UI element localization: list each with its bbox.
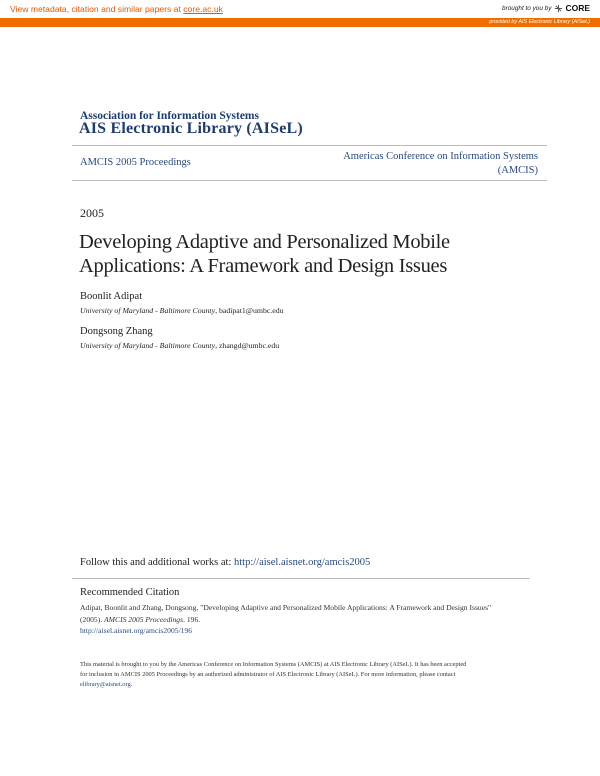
author-affiliation [80, 306, 284, 315]
core-metadata-link[interactable] [10, 4, 223, 14]
brought-to-you-by[interactable] [502, 3, 590, 13]
brought-text: brought to you by [502, 4, 552, 12]
core-logo[interactable] [554, 3, 590, 13]
citation-text [80, 602, 535, 637]
citation-proceedings: AMCIS 2005 Proceedings [104, 614, 184, 624]
notice-suffix: . [130, 681, 133, 688]
library-name[interactable]: AIS Electronic Library (AISeL) [79, 120, 303, 137]
notice-line: This material is brought to you by the Americas Conference on Information Systems (AMCIS) at AIS Electronic Library (AISeL). It has been accepted [80, 661, 467, 668]
affiliation-name: University of Maryland - Baltimore County [80, 306, 216, 315]
publication-year: 2005 [80, 206, 104, 220]
citation-year: (2005). [80, 614, 105, 624]
association-name[interactable]: Association for Information Systems [80, 110, 259, 122]
notice-line [80, 680, 540, 690]
citation-line: Adipat, Boonlit and Zhang, Dongsong, "Developing Adaptive and Personalized Mobile Applications: A Framework and Design Issues" [80, 603, 492, 612]
author-email: , badipat1@umbc.edu [215, 306, 284, 315]
notice-line: for inclusion in AMCIS 2005 Proceedings by an authorized administrator of AIS Electronic Library (AISeL). For more information, please contact [80, 671, 456, 678]
recommended-citation-heading: Recommended Citation [80, 587, 180, 598]
core-banner [0, 0, 600, 28]
core-link-domain[interactable]: core.ac.uk [183, 4, 223, 14]
conference-link[interactable]: Americas Conference on Information Systems (AMCIS) [343, 151, 538, 176]
contact-email-link[interactable]: elibrary@aisnet.org [80, 681, 131, 688]
core-logo-icon [554, 4, 563, 13]
follow-works [80, 557, 370, 568]
citation-number: . 196. [183, 614, 201, 624]
follow-link[interactable]: http://aisel.aisnet.org/amcis2005 [234, 557, 371, 568]
author-name: Boonlit Adipat [80, 291, 143, 302]
provided-by-text[interactable]: provided by AIS Electronic Library (AISeL) [489, 19, 590, 25]
follow-text: Follow this and additional works at: [80, 557, 234, 568]
proceedings-link[interactable]: AMCIS 2005 Proceedings [80, 157, 191, 168]
citation-link[interactable]: http://aisel.aisnet.org/amcis2005/196 [80, 626, 193, 635]
citation-line [80, 614, 535, 626]
core-logo-word: CORE [565, 3, 590, 13]
header-divider-bottom [72, 180, 547, 181]
author-email: , zhangd@umbc.edu [215, 341, 280, 350]
copyright-notice [80, 660, 540, 690]
header-divider-top [72, 145, 547, 146]
affiliation-name: University of Maryland - Baltimore County [80, 341, 216, 350]
author-name: Dongsong Zhang [80, 326, 153, 337]
paper-title: Developing Adaptive and Personalized Mobile Applications: A Framework and Design Issues [79, 231, 450, 277]
citation-divider [72, 578, 530, 579]
core-link-prefix: View metadata, citation and similar papers at [10, 4, 184, 14]
author-affiliation [80, 341, 279, 350]
